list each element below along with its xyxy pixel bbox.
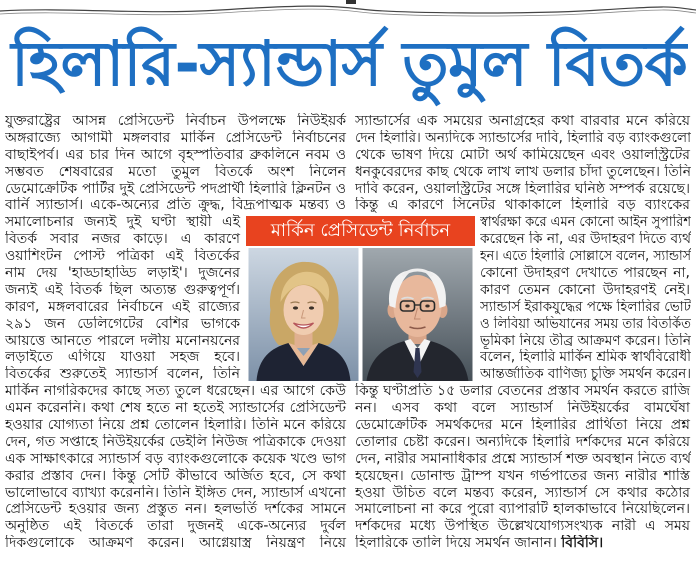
article-line-text: করেছেন কি না, এর উদাহরণ দিতে ব্যর্থ bbox=[480, 231, 691, 248]
article-line bbox=[355, 113, 691, 130]
article-line-text: এমন করেননি। কথা শেষ হতে না হতেই স্যান্ডার্সের প্রেসিডেন্ট bbox=[5, 400, 346, 417]
article-line-text: বিতর্ক সবার নজর কাড়ে। এ কারণে bbox=[5, 231, 240, 248]
article-line bbox=[480, 349, 691, 366]
article-line bbox=[5, 349, 241, 366]
photo-row bbox=[246, 246, 475, 381]
article-line-text: নাম দেয় 'হাড্ডাহাড্ডি লড়াই'। দুজনের bbox=[5, 265, 240, 282]
article-line-text: ভালোভাবে ব্যাখ্যা করেননি। তিনি ইঙ্গিত দেন, স্যান্ডার্স এখনো bbox=[5, 484, 346, 501]
article-line bbox=[5, 518, 347, 535]
article-line bbox=[355, 417, 691, 434]
article-line bbox=[5, 164, 347, 181]
article-line-text: কারণ, মঙ্গলবারের নির্বাচনে এই রাজ্যের bbox=[5, 298, 240, 315]
eye bbox=[405, 305, 409, 308]
article-line bbox=[5, 383, 347, 400]
article-line bbox=[480, 333, 691, 350]
article-line-text: ধনকুবেরদের কাছ থেকে লাখ লাখ ডলার চাঁদা তুলেছেন। তিনি bbox=[355, 163, 691, 180]
article-line-text: মার্কিন নাগরিকদের কাছে সত্য তুলে ধরেছেন। এর আগে কেউ bbox=[5, 383, 346, 400]
article-line-text: দেন, নারীর সমানাধিকার প্রশ্নে স্যান্ডার্স শক্ত অবস্থান নিতে ব্যর্থ bbox=[355, 450, 691, 467]
torn-top-edge bbox=[0, 0, 696, 18]
article-line bbox=[5, 535, 347, 552]
article-line bbox=[5, 333, 241, 350]
bernie-sanders-photo bbox=[362, 248, 473, 381]
article-line bbox=[5, 366, 241, 383]
hillary-clinton-photo bbox=[248, 248, 359, 381]
article-line bbox=[5, 316, 241, 333]
article-line-text: লড়াইতে এগিয়ে যাওয়া সহজ হবে। bbox=[5, 349, 240, 366]
article-line-text: ও লিবিয়া অভিযানের সময় তার বিতর্কিত bbox=[480, 315, 691, 332]
article-line bbox=[5, 265, 241, 282]
article-line bbox=[5, 147, 347, 164]
article-line bbox=[5, 214, 241, 231]
article-line-text: স্বার্থরক্ষা করে এমন কোনো আইন সুপারিশ bbox=[480, 214, 691, 231]
article-line bbox=[5, 113, 347, 130]
article-line-text: কিন্তু এ কারণে সিনেটর থাকাকালে হিলারি বড় ব্যাংকের bbox=[355, 197, 690, 214]
article-line-text: হওয়া উচিত বলে মন্তব্য করেন, স্যান্ডার্স সে কথার কঠোর bbox=[355, 484, 690, 501]
article-line bbox=[5, 485, 347, 502]
article-line bbox=[480, 366, 691, 383]
article-line bbox=[5, 434, 347, 451]
article-line-text: ২৯১ জন ডেলিগেটের বেশির ভাগকে bbox=[5, 315, 240, 332]
article-line-text: কোনো উদাহরণ দেখাতে পারছেন না, bbox=[480, 265, 690, 282]
article-line bbox=[355, 181, 691, 198]
article-line bbox=[480, 316, 691, 333]
article-line bbox=[5, 181, 347, 198]
article-line-text: ওয়াশিংটন পোস্ট পত্রিকা এই বিতর্কের bbox=[5, 248, 240, 265]
headline bbox=[8, 18, 688, 110]
article-line-text: বার্নি স্যান্ডার্স। একে-অন্যের প্রতি ক্রুদ্ধ, বিদ্রূপাত্মক মন্তব্য ও bbox=[5, 197, 346, 214]
article-line bbox=[5, 197, 347, 214]
article-line bbox=[355, 485, 691, 502]
article-line bbox=[355, 451, 691, 468]
article-line-text: ভূমিকা নিয়ে তীব্র আক্রমণ করেন। তিনি bbox=[480, 332, 691, 349]
article-line-text: হন। এতে হিলারি সোল্লাসে বলেন, স্যান্ডার্স bbox=[480, 248, 691, 265]
article-last-line bbox=[355, 535, 603, 552]
article-line-text: আয়ত্তে আনতে পারলে দলীয় মনোনয়নের bbox=[5, 332, 240, 349]
article-line bbox=[355, 434, 691, 451]
article-line-text: স্যান্ডার্স ইরাকযুদ্ধের পক্ষে হিলারির ভোট bbox=[480, 298, 691, 315]
article-line-text: বিতর্কের শুরুতেই স্যান্ডার্স বলেন, তিনি bbox=[5, 366, 240, 383]
article-line-text: দেন হিলারি। অন্যদিকে স্যান্ডার্সের দাবি, হিলারি বড় ব্যাংকগুলো bbox=[355, 129, 691, 146]
article-line-text: তোলার চেষ্টা করেন। অন্যদিকে হিলারি দর্শকদের মনে করিয়ে bbox=[355, 433, 690, 450]
article-line-text: হিলারিকে তালি দিয়ে সমর্থন জানান। bbox=[355, 535, 557, 552]
article-line bbox=[480, 299, 691, 316]
article-line bbox=[5, 299, 241, 316]
article-line bbox=[355, 535, 691, 552]
article-line-text: স্যান্ডার্সের এক সময়ের অনাগ্রহের কথা বারবার মনে করিয়ে bbox=[355, 113, 690, 129]
article-line-text: এক সাক্ষাৎকারে স্যান্ডার্স বড় ব্যাংকগুলোকে কয়েক খণ্ডে ভাগ bbox=[5, 450, 346, 467]
article-line-text: করার প্রস্তাব দেন। কিন্তু সেটি কীভাবে অর্জিত হবে, সে কথা bbox=[5, 467, 346, 484]
article-line-text: প্রেসিডেন্ট হওয়ার জন্য প্রস্তুত নন। হলভর্তি দর্শকের সামনে bbox=[5, 501, 346, 518]
article-line-text: সম্ভবত শেষবারের মতো তুমুল বিতর্কে অংশ নিলেন bbox=[5, 163, 346, 180]
headline-text: হিলারি-স্যান্ডার্স তুমুল বিতর্ক bbox=[11, 27, 688, 100]
article-line-text: ডেমোক্রেটিক সমর্থকদের মনে হিলারির প্রার্থিতা নিয়ে প্রশ্ন bbox=[355, 417, 690, 434]
article-line bbox=[480, 214, 691, 231]
article-line bbox=[355, 147, 691, 164]
article-line bbox=[355, 501, 691, 518]
article-line bbox=[5, 417, 347, 434]
article-line-text: বাছাইপর্ব। এর চার দিন আগে বৃহস্পতিবার ব্রুকলিনে নবম ও bbox=[5, 146, 346, 163]
article-line bbox=[480, 265, 691, 282]
article-line bbox=[355, 518, 691, 535]
article-line bbox=[480, 248, 691, 265]
article-line bbox=[355, 400, 691, 417]
article-line bbox=[5, 400, 347, 417]
article-line bbox=[480, 282, 691, 299]
article-line bbox=[355, 197, 691, 214]
article-line bbox=[355, 383, 691, 400]
photo-title-bar bbox=[246, 216, 475, 246]
article-line-text: কিন্তু ঘণ্টাপ্রতি ১৫ ডলার বেতনের প্রস্তাব সমর্থন করতে রাজি bbox=[355, 383, 690, 400]
article-line-text: যুক্তরাষ্ট্রের আসন্ন প্রেসিডেন্ট নির্বাচন উপলক্ষে নিউইয়র্ক bbox=[5, 113, 346, 129]
article-line bbox=[5, 451, 347, 468]
photo-box bbox=[246, 216, 475, 381]
article-line bbox=[5, 231, 241, 248]
article-line-text: অনুষ্ঠিত এই বিতর্কে তারা দুজনই একে-অন্যের দুর্বল bbox=[5, 518, 346, 535]
article-line-text: অঙ্গরাজ্যে আগামী মঙ্গলবার মার্কিন প্রেসিডেন্ট নির্বাচনের bbox=[5, 129, 346, 146]
article-line bbox=[5, 248, 241, 265]
article-line bbox=[5, 501, 347, 518]
article-line-text: জন্যই এই বিতর্ক ছিল অত্যন্ত গুরুত্বপূর্ণ। bbox=[5, 281, 240, 298]
article-line-text: আন্তর্জাতিক বাণিজ্য চুক্তি সমর্থন করেন। bbox=[480, 366, 691, 383]
article-line-text: দেন, গত সপ্তাহে নিউইয়র্কের ডেইলি নিউজ পত্রিকাকে দেওয়া bbox=[5, 433, 346, 450]
article-line-text: দর্শকদের মধ্যে উপস্থিত উল্লেখযোগ্যসংখ্যক নারী এ সময় bbox=[355, 518, 690, 535]
article-line-text: থেকে ভাষণ দিয়ে মোটা অর্থ কামিয়েছেন এবং ওয়ালস্ট্রিটের bbox=[355, 146, 690, 163]
cut-off-mark bbox=[346, 0, 356, 4]
article-line bbox=[355, 130, 691, 147]
article-line-text: নন। এসব কথা বলে স্যান্ডার্স নিউইয়র্কের বামঘেঁষা bbox=[355, 400, 690, 417]
article-line-text: হওয়ার যোগ্যতা নিয়ে প্রশ্ন তোলেন হিলারি। তিনি মনে করিয়ে bbox=[5, 417, 346, 434]
article-line-text: বলেন, হিলারি মার্কিন শ্রমিক স্বার্থবিরোধী bbox=[480, 349, 691, 366]
article-line bbox=[480, 231, 691, 248]
article-line-text: ডেমোক্রেটিক পার্টির দুই প্রেসিডেন্ট পদপ্রার্থী হিলারি ক্লিনটন ও bbox=[5, 180, 346, 197]
source-credit: বিবিসি। bbox=[561, 535, 604, 552]
article-line bbox=[5, 468, 347, 485]
photo-title-text: মার্কিন প্রেসিডেন্ট নির্বাচন bbox=[270, 220, 451, 241]
article-line bbox=[355, 468, 691, 485]
eye bbox=[293, 306, 298, 309]
eye bbox=[425, 305, 429, 308]
article-line bbox=[355, 164, 691, 181]
article-line-text: সমালোচনার জন্যই দুই ঘণ্টা স্থায়ী এই bbox=[5, 214, 240, 231]
article-line-text: দিকগুলোকে আক্রমণ করেন। আগ্নেয়াস্ত্র নিয়ন্ত্রণ নিয়ে bbox=[5, 535, 346, 552]
eye bbox=[309, 306, 314, 309]
article-line-text: সমালোচনা না করে পুরো ব্যাপারটি হালকাভাবে নিয়েছিলেন। bbox=[355, 501, 690, 518]
edge-line bbox=[0, 6, 696, 13]
article-line bbox=[5, 130, 347, 147]
article-line-text: দাবি করেন, ওয়ালস্ট্রিটের সঙ্গে হিলারির ঘনিষ্ঠ সম্পর্ক রয়েছে। bbox=[355, 180, 690, 197]
article-line-text: হয়েছেন। ডোনাল্ড ট্রাম্প যখন গর্ভপাতের জন্য নারীর শাস্তি bbox=[355, 467, 690, 484]
article-line bbox=[5, 282, 241, 299]
article-line-text: কারণ তেমন কোনো উদাহরণই নেই। bbox=[480, 281, 690, 298]
